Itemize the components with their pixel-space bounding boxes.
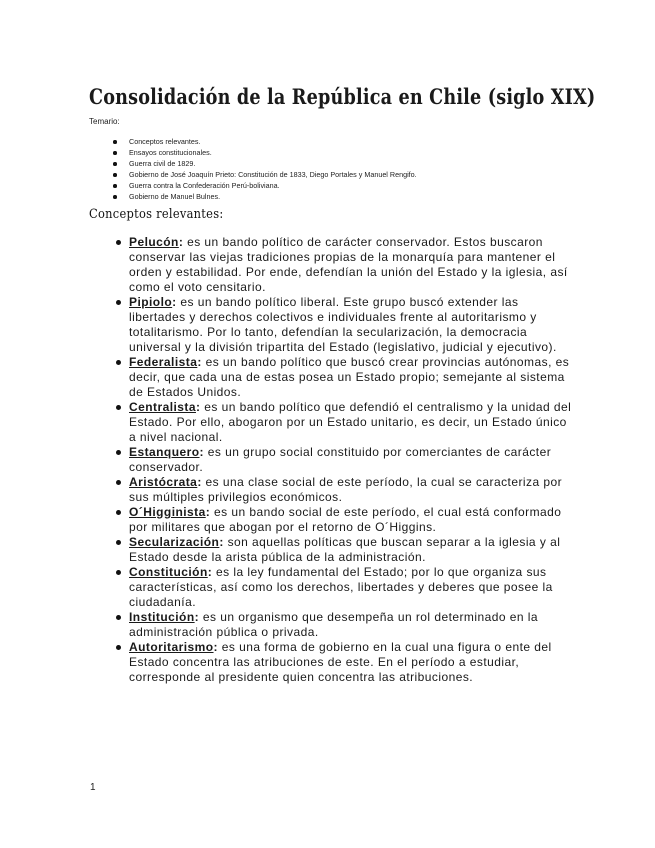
bullet-icon bbox=[113, 151, 117, 155]
temario-item-text: Gobierno de José Joaquín Prieto: Constitución de 1833, Diego Portales y Manuel Rengifo. bbox=[129, 170, 417, 179]
concept-separator: : bbox=[205, 505, 211, 519]
concept-term: Institución bbox=[129, 610, 195, 624]
concept-term: Pelucón bbox=[129, 235, 179, 249]
page-title: Consolidación de la República en Chile (siglo XIX) bbox=[89, 85, 596, 110]
concepts-list bbox=[113, 235, 573, 685]
concept-separator: : bbox=[207, 565, 213, 579]
bullet-icon bbox=[116, 615, 121, 620]
concept-item bbox=[113, 400, 573, 445]
concept-term: O´Higginista bbox=[129, 505, 206, 519]
concept-definition: es un bando político que buscó crear provincias autónomas, es decir, que cada una de estas posea un Estado propio; semejante al sistema de Estados Unidos. bbox=[129, 355, 570, 399]
concept-definition: son aquellas políticas que buscan separar a la iglesia y al Estado desde la arista pública de la administración. bbox=[129, 535, 561, 564]
concept-separator: : bbox=[213, 640, 218, 654]
bullet-icon bbox=[113, 184, 117, 188]
bullet-icon bbox=[116, 480, 121, 485]
temario-item-text: Guerra civil de 1829. bbox=[129, 159, 196, 168]
concept-term: Secularización bbox=[129, 535, 220, 549]
concept-term: Estanquero bbox=[129, 445, 200, 459]
bullet-icon bbox=[116, 570, 121, 575]
page-number: 1 bbox=[90, 782, 96, 793]
bullet-icon bbox=[113, 162, 117, 166]
concept-item bbox=[113, 640, 573, 685]
bullet-icon bbox=[116, 360, 121, 365]
concept-term: Federalista bbox=[129, 355, 198, 369]
concept-item bbox=[113, 445, 573, 475]
concept-term: Pipiolo bbox=[129, 295, 173, 309]
concept-definition: es una clase social de este período, la cual se caracteriza por sus múltiples privilegios económicos. bbox=[129, 475, 563, 504]
concept-separator: : bbox=[219, 535, 224, 549]
concept-separator: : bbox=[178, 235, 184, 249]
temario-item-text: Gobierno de Manuel Bulnes. bbox=[129, 192, 221, 201]
temario-label: Temario: bbox=[89, 117, 120, 126]
concept-term: Autoritarismo bbox=[129, 640, 214, 654]
concept-term: Aristócrata bbox=[129, 475, 198, 489]
bullet-icon bbox=[113, 195, 117, 199]
concept-item bbox=[113, 565, 573, 610]
temario-item-text: Guerra contra la Confederación Perú-boliviana. bbox=[129, 181, 280, 190]
concept-definition: es un bando político liberal. Este grupo buscó extender las libertades y derechos colectivos e individuales frente al autoritarismo y totalitarismo. Por lo tanto, defendían la secularización, la democracia universal y la división tripartita del Estado (legislativo, judicial y ejecutivo). bbox=[129, 295, 557, 354]
bullet-icon bbox=[116, 240, 121, 245]
bullet-icon bbox=[113, 140, 117, 144]
concept-item bbox=[113, 295, 573, 355]
concept-definition: es un bando político que defendió el centralismo y la unidad del Estado. Por ello, abogaron por un Estado unitario, es decir, un Estado único a nivel nacional. bbox=[129, 400, 572, 444]
bullet-icon bbox=[116, 645, 121, 650]
concept-definition: es la ley fundamental del Estado; por lo que organiza sus características, así como los derechos, libertades y deberes que posee la ciudadanía. bbox=[129, 565, 553, 609]
bullet-icon bbox=[116, 540, 121, 545]
section-heading: Conceptos relevantes: bbox=[89, 207, 224, 222]
bullet-icon bbox=[116, 405, 121, 410]
concept-separator: : bbox=[194, 610, 200, 624]
concept-term: Centralista bbox=[129, 400, 196, 414]
concept-definition: es un organismo que desempeña un rol determinado en la administración pública o privada. bbox=[129, 610, 539, 639]
concept-item bbox=[113, 505, 573, 535]
concept-term: Constitución bbox=[129, 565, 208, 579]
concept-separator: : bbox=[197, 475, 202, 489]
temario-item bbox=[89, 136, 417, 147]
concept-separator: : bbox=[197, 355, 202, 369]
concept-item bbox=[113, 475, 573, 505]
temario-item bbox=[89, 147, 417, 158]
concept-definition: es un grupo social constituido por comerciantes de carácter conservador. bbox=[129, 445, 552, 474]
temario-item-text: Conceptos relevantes. bbox=[129, 137, 201, 146]
concept-separator: : bbox=[195, 400, 201, 414]
concept-item bbox=[113, 610, 573, 640]
concept-separator: : bbox=[172, 295, 177, 309]
concept-separator: : bbox=[199, 445, 204, 459]
temario-list bbox=[89, 136, 417, 202]
temario-item bbox=[89, 191, 417, 202]
temario-item bbox=[89, 180, 417, 191]
concept-definition: es una forma de gobierno en la cual una figura o ente del Estado concentra las atribuciones de este. En el período a estudiar, corresponde al presidente quien concentra las atribuciones. bbox=[129, 640, 552, 684]
concept-item bbox=[113, 355, 573, 400]
concept-item bbox=[113, 535, 573, 565]
bullet-icon bbox=[116, 510, 121, 515]
concept-definition: es un bando político de carácter conservador. Estos buscaron conservar las viejas tradiciones propias de la monarquía para mantener el orden y estabilidad. Por ende, defendían la unión del Estado y la iglesia, así como el voto censitario. bbox=[129, 235, 568, 294]
temario-item bbox=[89, 158, 417, 169]
bullet-icon bbox=[116, 450, 121, 455]
temario-item bbox=[89, 169, 417, 180]
concept-item bbox=[113, 235, 573, 295]
bullet-icon bbox=[116, 300, 121, 305]
concept-definition: es un bando social de este período, el cual está conformado por militares que abogan por el retorno de O´Higgins. bbox=[129, 505, 562, 534]
temario-item-text: Ensayos constitucionales. bbox=[129, 148, 212, 157]
bullet-icon bbox=[113, 173, 117, 177]
